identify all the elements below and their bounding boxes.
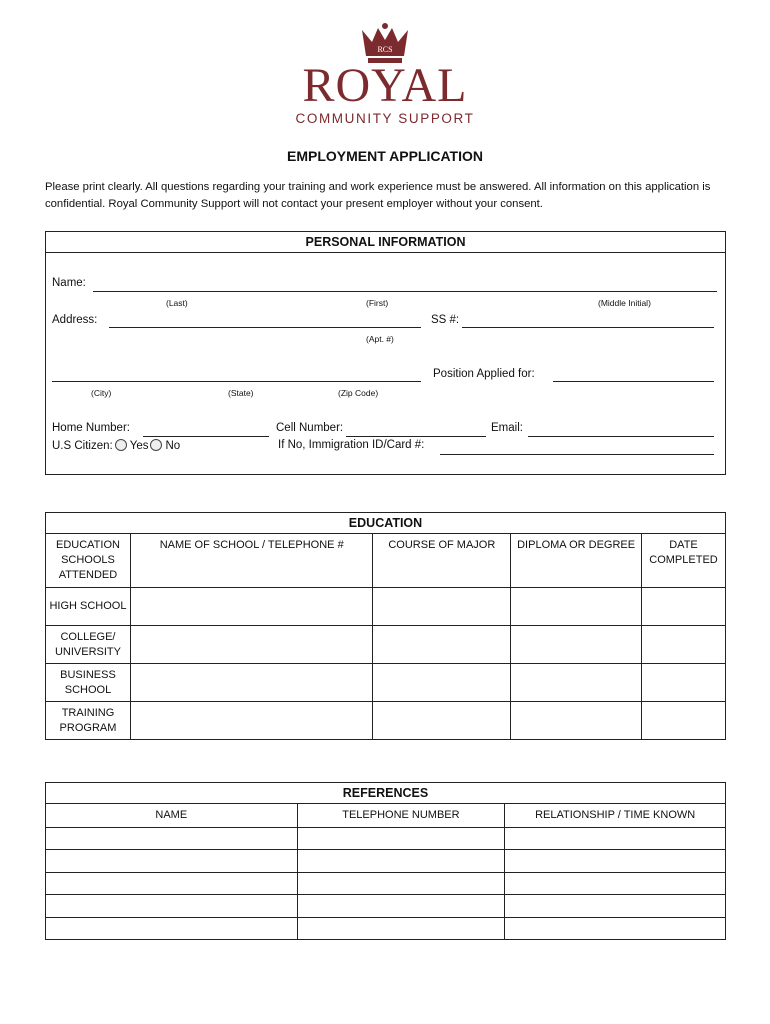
middle-hint: (Middle Initial) xyxy=(598,298,651,308)
city-hint: (City) xyxy=(91,388,112,398)
ref-col-relationship: RELATIONSHIP / TIME KNOWN xyxy=(505,804,726,828)
edu-cell[interactable] xyxy=(130,588,373,626)
state-hint: (State) xyxy=(228,388,254,398)
position-field[interactable] xyxy=(553,381,714,382)
ref-cell[interactable] xyxy=(297,873,505,895)
name-label: Name: xyxy=(52,277,86,289)
ref-cell[interactable] xyxy=(505,850,726,873)
intro-text: Please print clearly. All questions regarding your training and work experience must be answered. All information on this application is confidential. Royal Community Support will not contact your present employer without your consent. xyxy=(45,181,711,210)
apt-hint: (Apt. #) xyxy=(366,334,394,344)
immigration-label: If No, Immigration ID/Card #: xyxy=(278,439,425,451)
ref-col-name: NAME xyxy=(46,804,298,828)
edu-col-date: DATE COMPLETED xyxy=(642,534,726,588)
ss-label: SS #: xyxy=(431,314,460,326)
citizen-no-label: No xyxy=(165,440,181,452)
edu-cell[interactable] xyxy=(130,702,373,740)
ref-cell[interactable] xyxy=(505,873,726,895)
brand-name: ROYAL xyxy=(302,59,468,112)
education-heading: EDUCATION xyxy=(46,513,725,534)
ref-cell[interactable] xyxy=(46,828,298,850)
edu-col-course: COURSE OF MAJOR xyxy=(373,534,511,588)
name-field[interactable] xyxy=(93,291,717,292)
edu-row-business: BUSINESS SCHOOL xyxy=(46,664,131,702)
ref-cell[interactable] xyxy=(46,873,298,895)
references-table xyxy=(45,803,726,940)
ref-cell[interactable] xyxy=(297,918,505,940)
brand-subtitle: COMMUNITY SUPPORT xyxy=(295,111,475,126)
edu-cell[interactable] xyxy=(373,588,511,626)
edu-cell[interactable] xyxy=(130,664,373,702)
ref-cell[interactable] xyxy=(505,828,726,850)
education-table xyxy=(45,533,726,740)
ref-cell[interactable] xyxy=(505,895,726,918)
edu-col-schools: EDUCATION SCHOOLS ATTENDED xyxy=(46,534,131,588)
ref-col-phone: TELEPHONE NUMBER xyxy=(297,804,505,828)
address-field[interactable] xyxy=(109,327,421,328)
last-hint: (Last) xyxy=(166,298,188,308)
immigration-field[interactable] xyxy=(440,454,714,455)
home-number-label: Home Number: xyxy=(52,422,130,434)
references-heading: REFERENCES xyxy=(46,783,725,804)
cell-number-field[interactable] xyxy=(346,436,486,437)
citizen-yes-radio[interactable] xyxy=(115,439,127,451)
edu-row-training: TRAINING PROGRAM xyxy=(46,702,131,740)
edu-cell[interactable] xyxy=(642,664,726,702)
ss-field[interactable] xyxy=(462,327,714,328)
email-label: Email: xyxy=(491,422,523,434)
education-section xyxy=(45,512,726,740)
personal-info-section xyxy=(45,231,726,475)
email-field[interactable] xyxy=(528,436,714,437)
references-section xyxy=(45,782,726,940)
ref-cell[interactable] xyxy=(46,850,298,873)
ref-cell[interactable] xyxy=(46,918,298,940)
logo-monogram: RCS xyxy=(377,45,393,54)
citizen-label: U.S Citizen: xyxy=(52,440,113,452)
position-label: Position Applied for: xyxy=(433,368,535,380)
ref-cell[interactable] xyxy=(297,828,505,850)
edu-row-college: COLLEGE/ UNIVERSITY xyxy=(46,626,131,664)
citizen-no-radio[interactable] xyxy=(150,439,162,451)
citizen-yes-label: Yes xyxy=(129,440,149,452)
first-hint: (First) xyxy=(366,298,389,308)
edu-row-high-school: HIGH SCHOOL xyxy=(46,588,131,626)
ref-cell[interactable] xyxy=(297,895,505,918)
citizen-row xyxy=(52,439,180,452)
ref-cell[interactable] xyxy=(505,918,726,940)
home-number-field[interactable] xyxy=(143,436,269,437)
ref-cell[interactable] xyxy=(297,850,505,873)
zip-hint: (Zip Code) xyxy=(338,388,379,398)
edu-cell[interactable] xyxy=(130,626,373,664)
edu-cell[interactable] xyxy=(511,588,642,626)
edu-cell[interactable] xyxy=(373,664,511,702)
personal-info-heading: PERSONAL INFORMATION xyxy=(46,232,725,253)
edu-cell[interactable] xyxy=(642,702,726,740)
address-label: Address: xyxy=(52,314,98,326)
edu-cell[interactable] xyxy=(373,702,511,740)
edu-cell[interactable] xyxy=(373,626,511,664)
edu-cell[interactable] xyxy=(511,626,642,664)
cell-number-label: Cell Number: xyxy=(276,422,344,434)
edu-cell[interactable] xyxy=(511,702,642,740)
edu-col-name: NAME OF SCHOOL / TELEPHONE # xyxy=(130,534,373,588)
edu-cell[interactable] xyxy=(642,588,726,626)
ref-cell[interactable] xyxy=(46,895,298,918)
city-state-zip-field[interactable] xyxy=(52,381,421,382)
page-title: EMPLOYMENT APPLICATION xyxy=(287,148,483,164)
edu-cell[interactable] xyxy=(511,664,642,702)
edu-cell[interactable] xyxy=(642,626,726,664)
edu-col-diploma: DIPLOMA OR DEGREE xyxy=(511,534,642,588)
